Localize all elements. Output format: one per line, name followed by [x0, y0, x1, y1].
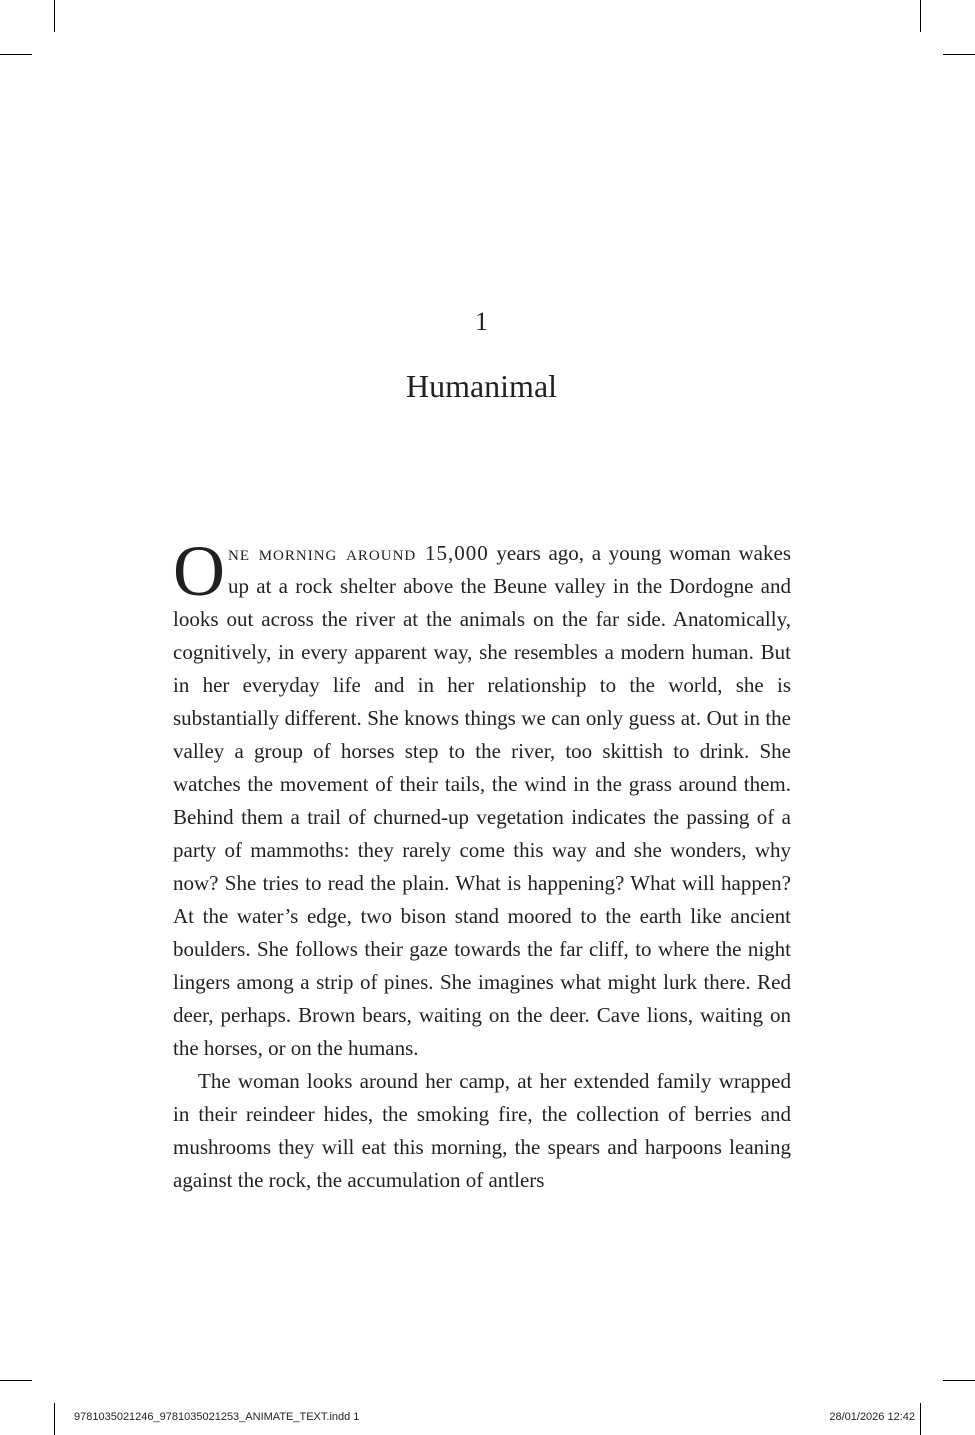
paragraph-1-text: years ago, a young woman wakes up at a rock shelter above the Beune valley in the Dordogne and looks out across the river at the animals on the far side. Anatomically, cognitively, in every apparent way, she resembles a modern human. But in her everyday life and in her relationship to the world, she is substantially different. She knows things we can only guess at. Out in the valley a group of horses step to the river, too skittish to drink. She watches the movement of their tails, the wind in the grass around them. Behind them a trail of churned-up vegetation indicates the passing of a party of mammoths: they rarely come this way and she wonders, why now? She tries to read the plain. What is happening? What will happen? At the water’s edge, two bison stand moored to the earth like ancient boulders. She follows their gaze towards the far cliff, to where the night lingers among a strip of pines. She imagines what might lurk there. Red deer, perhaps. Brown bears, waiting on the deer. Cave lions, waiting on the horses, or on the humans. [173, 541, 791, 1060]
paragraph-2: The woman looks around her camp, at her extended family wrapped in their reindeer hides, the smoking fire, the collection of berries and mushrooms they will eat this morning, the spears and harpoons leaning against the rock, the accumulation of antlers [173, 1069, 791, 1192]
crop-mark [920, 0, 921, 32]
drop-cap: O [173, 531, 225, 611]
crop-mark [54, 1403, 55, 1435]
chapter-body [173, 531, 791, 1197]
crop-mark [920, 1403, 921, 1435]
chapter-title: Humanimal [405, 368, 558, 404]
chapter-number: 1 [475, 307, 488, 336]
lead-in: ne morning around 15,000 [228, 541, 489, 565]
slug-file-name: 9781035021246_9781035021253_ANIMATE_TEXT.indd 1 [74, 1411, 360, 1423]
crop-mark [0, 54, 32, 55]
slug-datetime: 28/01/2026 12:42 [829, 1411, 915, 1423]
crop-mark [943, 1380, 975, 1381]
crop-mark [54, 0, 55, 32]
crop-mark [943, 54, 975, 55]
paragraph-1 [173, 531, 791, 1065]
crop-mark [0, 1380, 32, 1381]
